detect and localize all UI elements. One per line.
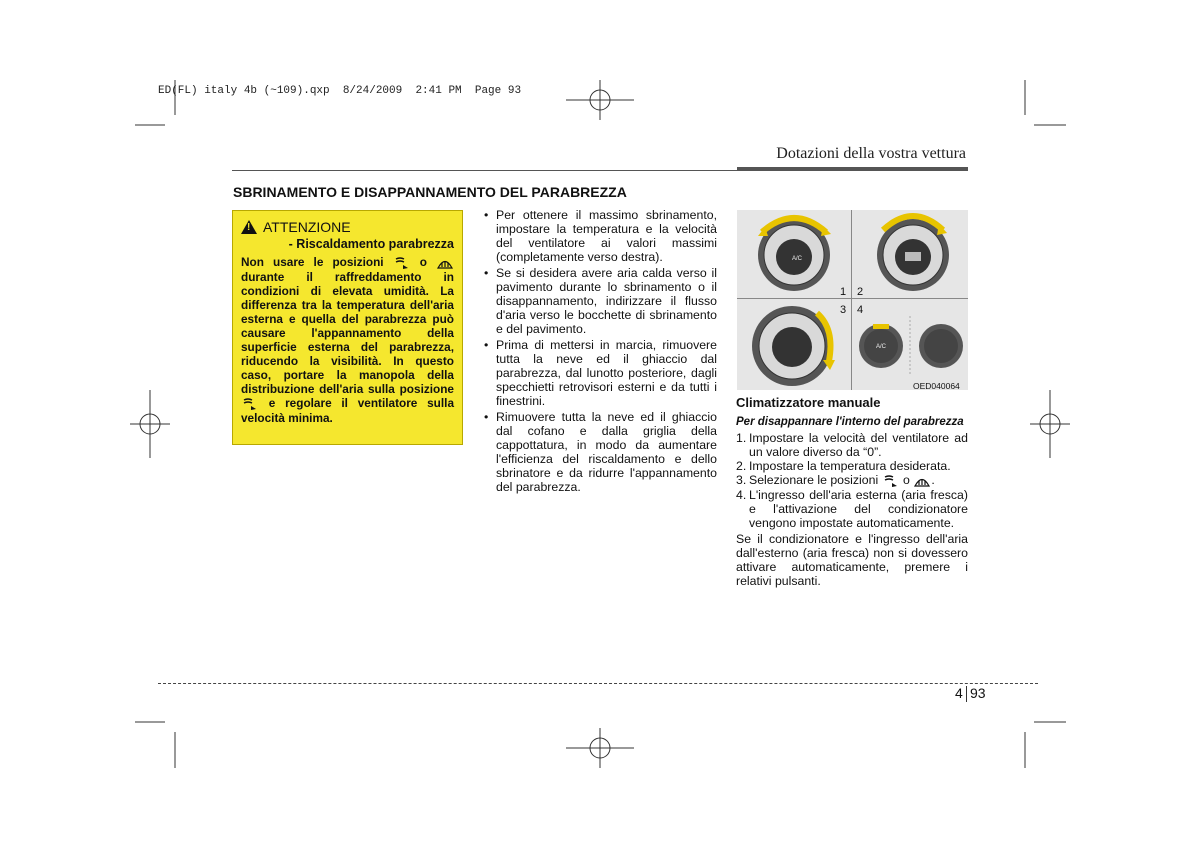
steps-list — [736, 431, 968, 530]
bullet-list — [482, 208, 717, 494]
warning-text: Non usare le posizioni o durante il raffreddamento in condizioni di elevata umidità. La differenza tra la temperatura dell'aria esterna e quella del parabrezza può causare l'appannamento della superficie esterna del parabrezza, riducendo la visibilità. In questo caso, portare la manopola della distribuzione dell'aria sulla posizione e regolare il ventilatore sulla velocità minima. — [241, 255, 454, 425]
defrost-floor-icon — [241, 397, 259, 411]
list-item: 2. Impostare la temperatura desiderata. — [736, 459, 951, 473]
warning-subtitle: - Riscaldamento parabrezza — [288, 237, 454, 251]
chapter-number: 4 — [955, 685, 963, 701]
list-item: 4. L'ingresso dell'aria esterna (aria fresca) e l'attivazione del condizionatore vengono impostate automaticamente. — [736, 487, 968, 530]
list-item: • Per ottenere il massimo sbrinamento, impostare la temperatura e la velocità del ventilatore ai valori massimi (completamente verso destra). — [482, 208, 717, 264]
ac-label: A/C — [791, 256, 803, 262]
warning-box — [232, 210, 463, 445]
page-number: 93 — [970, 685, 986, 701]
header-rule-thick — [737, 167, 968, 171]
temperature-knob — [877, 216, 949, 291]
chapter-title: Dotazioni della vostra vettura — [776, 145, 966, 162]
defrost-floor-icon — [393, 256, 411, 270]
control-knobs-illustration — [737, 210, 968, 390]
fan-knob — [758, 218, 831, 291]
header-rule — [232, 170, 737, 171]
print-header: ED(FL) italy 4b (~109).qxp 8/24/2009 2:41 PM Page 93 — [158, 85, 522, 97]
figure-label-1: 1 — [840, 286, 847, 298]
list-item: 3. Selezionare le posizioni o . — [736, 473, 935, 487]
section-note: Se il condizionatore e l'ingresso dell'aria dall'esterno (aria fresca) non si dovessero attivare automaticamente, premere i relativi pulsanti. — [736, 531, 968, 588]
figure-code: OED040064 — [913, 381, 960, 391]
figure-label-3: 3 — [840, 304, 847, 316]
footer-rule — [158, 683, 1038, 684]
warning-icon: ! — [241, 220, 257, 234]
ac-label: A/C — [875, 344, 887, 350]
manual-ac-section — [736, 396, 968, 588]
section-subheading: Per disappannare l'interno del parabrezza — [736, 416, 964, 428]
section-title: SBRINAMENTO E DISAPPANNAMENTO DEL PARABREZZA — [233, 184, 627, 200]
list-item: 1. Impostare la velocità del ventilatore ad un valore diverso da “0”. — [736, 431, 968, 459]
section-heading: Climatizzatore manuale — [736, 395, 881, 410]
list-item: • Se si desidera avere aria calda verso il pavimento durante lo sbrinamento o il disappannamento, indirizzare il flusso d'aria verso le bocchette di sbrinamento e del pavimento. — [482, 266, 717, 336]
warning-header — [241, 219, 454, 235]
defrost-floor-icon — [882, 474, 900, 488]
warning-title: ATTENZIONE — [263, 219, 351, 235]
list-item: • Rimuovere tutta la neve ed il ghiaccio dal cofano e dalla griglia della cappottatura, in modo da aumentare l'efficienza del riscaldamento e dello sbrinatore e da ridurre l'appannamento del parabrezza. — [482, 410, 717, 494]
list-item: • Prima di mettersi in marcia, rimuovere tutta la neve ed il ghiaccio dal parabrezza, dal lunotto posteriore, dagli specchietti retrovisori esterni e da tutti i finestrini. — [482, 338, 717, 408]
mode-knob — [752, 306, 835, 386]
defrost-icon — [913, 474, 931, 488]
instructions-column — [482, 208, 717, 496]
defrost-icon — [436, 256, 454, 270]
recirculation-button — [919, 324, 963, 368]
page-number-separator — [966, 686, 967, 702]
figure-label-4: 4 — [857, 304, 864, 316]
figure-label-2: 2 — [857, 286, 864, 298]
